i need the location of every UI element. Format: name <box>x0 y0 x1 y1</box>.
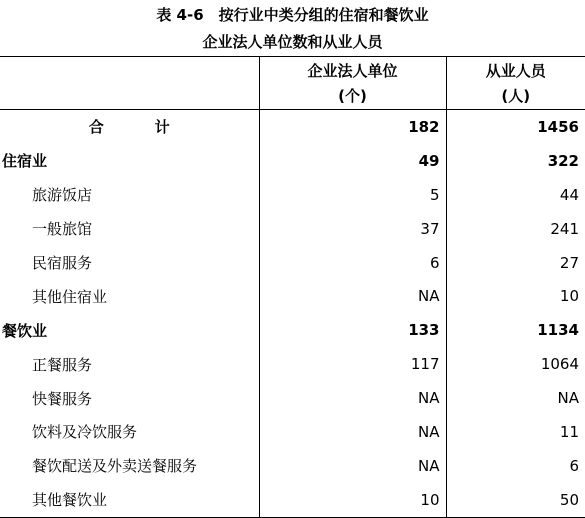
row-label: 餐饮配送及外卖送餐服务 <box>32 457 198 476</box>
table-row <box>0 449 585 483</box>
row-units: 182 <box>259 110 446 144</box>
table-subtitle: 企业法人单位数和从业人员 <box>202 33 383 51</box>
table-row <box>0 415 585 449</box>
row-label: 其他住宿业 <box>32 287 108 306</box>
table-row <box>0 110 585 144</box>
table-row <box>0 279 585 313</box>
header-people-unit: (人) <box>446 81 585 110</box>
header-row <box>0 57 585 82</box>
row-people: 11 <box>446 415 585 449</box>
table-row <box>0 381 585 415</box>
header-units: 企业法人单位 <box>259 57 446 82</box>
row-units: 5 <box>259 178 446 212</box>
row-people: 241 <box>446 212 585 246</box>
table-row <box>0 313 585 347</box>
row-people: 1134 <box>446 313 585 347</box>
data-table <box>0 56 585 518</box>
row-people: 1456 <box>446 110 585 144</box>
row-people: 1064 <box>446 347 585 381</box>
table-row <box>0 144 585 178</box>
row-units: 49 <box>259 144 446 178</box>
row-units: 10 <box>259 483 446 517</box>
row-label: 一般旅馆 <box>32 220 93 239</box>
table-row <box>0 246 585 280</box>
row-label: 餐饮业 <box>2 321 48 340</box>
header-blank-2 <box>0 81 259 110</box>
row-people: 27 <box>446 246 585 280</box>
header-people: 从业人员 <box>446 57 585 82</box>
row-people: 10 <box>446 279 585 313</box>
row-people: 322 <box>446 144 585 178</box>
table-row <box>0 483 585 517</box>
row-label: 其他餐饮业 <box>0 483 259 517</box>
row-label: 快餐服务 <box>32 389 93 408</box>
row-units: NA <box>259 449 446 483</box>
header-units-unit: (个) <box>259 81 446 110</box>
row-units: 6 <box>259 246 446 280</box>
table-title: 表 4-6 按行业中类分组的住宿和餐饮业 <box>156 6 429 24</box>
row-units: 133 <box>259 313 446 347</box>
table-row <box>0 347 585 381</box>
row-people: 50 <box>446 483 585 517</box>
row-label: 正餐服务 <box>32 355 93 374</box>
row-people: NA <box>446 381 585 415</box>
header-blank <box>0 57 259 82</box>
row-people: 44 <box>446 178 585 212</box>
row-people: 6 <box>446 449 585 483</box>
row-units: NA <box>259 279 446 313</box>
row-units: 117 <box>259 347 446 381</box>
row-label: 饮料及冷饮服务 <box>32 423 138 442</box>
row-units: NA <box>259 381 446 415</box>
row-label: 合 计 <box>88 118 188 137</box>
table-row <box>0 212 585 246</box>
row-units: NA <box>259 415 446 449</box>
header-unit-row <box>0 81 585 110</box>
row-units: 37 <box>259 212 446 246</box>
table-row <box>0 178 585 212</box>
row-label: 住宿业 <box>2 152 48 171</box>
row-label: 旅游饭店 <box>32 186 93 205</box>
row-label: 民宿服务 <box>32 254 93 272</box>
